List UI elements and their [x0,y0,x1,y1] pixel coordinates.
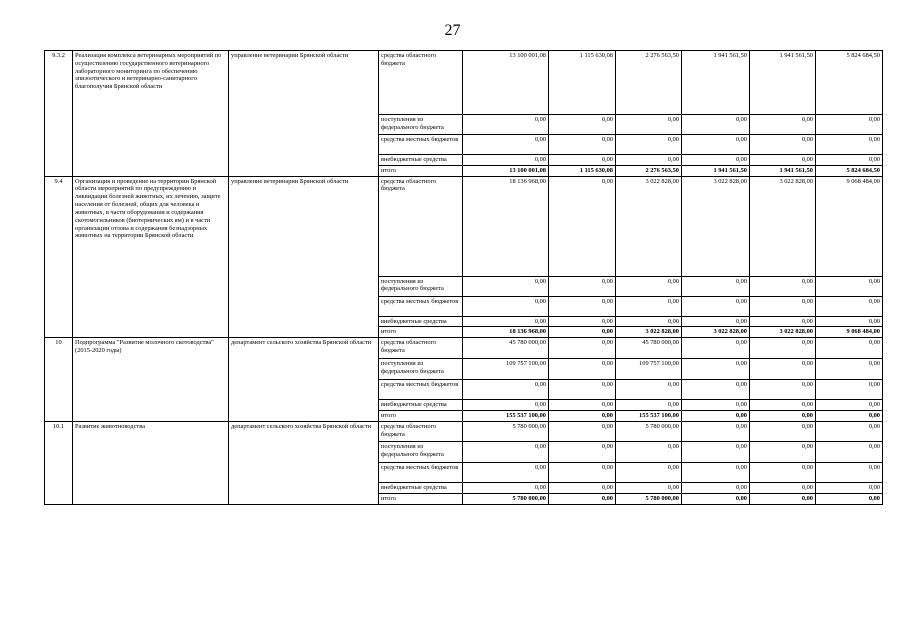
item-title: Реализация комплекса ветеринарных мероприятий по осуществлению государственного ветеринарного лабораторного мониторинга по обеспечению эпизоотического и ветеринарно-санитарного благополучия Брянской области [73,51,229,177]
amount-year: 9 068 484,00 [816,176,883,276]
amount-year: 0,00 [549,135,616,155]
amount-year: 0,00 [750,359,816,380]
amount-total: 155 537 100,00 [463,411,549,422]
amount-year: 0,00 [682,359,750,380]
amount-total: 13 100 001,08 [463,51,549,115]
amount-year: 0,00 [682,441,750,462]
amount-year: 5 780 000,00 [616,421,682,441]
amount-total: 0,00 [463,482,549,493]
source-total: итого [379,165,463,176]
item-title: Развитие животноводства [73,421,229,504]
amount-total: 45 780 000,00 [463,338,549,359]
source-total: итого [379,411,463,422]
amount-year: 1 941 561,50 [750,51,816,115]
source-local: средства местных бюджетов [379,296,463,316]
source-regional: средства областного бюджета [379,176,463,276]
amount-year: 3 022 828,00 [682,176,750,276]
amount-year: 0,00 [682,276,750,296]
amount-year: 0,00 [750,296,816,316]
amount-year: 0,00 [549,441,616,462]
item-code: 9.4 [45,176,73,338]
amount-year: 0,00 [616,441,682,462]
source-local: средства местных бюджетов [379,380,463,400]
amount-year: 0,00 [549,493,616,504]
amount-total: 0,00 [463,316,549,327]
amount-year: 0,00 [816,115,883,135]
amount-total: 109 757 100,00 [463,359,549,380]
amount-year: 5 824 684,50 [816,165,883,176]
amount-year: 1 941 561,50 [682,51,750,115]
amount-year: 0,00 [549,380,616,400]
amount-year: 0,00 [750,411,816,422]
amount-year: 0,00 [816,380,883,400]
table-row [45,51,883,115]
amount-year: 0,00 [682,493,750,504]
amount-year: 0,00 [816,482,883,493]
amount-year: 0,00 [682,155,750,166]
amount-year: 0,00 [750,338,816,359]
amount-year: 0,00 [750,441,816,462]
item-executor: департамент сельского хозяйства Брянской области [229,421,379,504]
amount-total: 0,00 [463,441,549,462]
source-regional: средства областного бюджета [379,51,463,115]
amount-year: 0,00 [682,462,750,482]
amount-year: 0,00 [682,482,750,493]
amount-year: 5 824 684,50 [816,51,883,115]
amount-year: 0,00 [750,421,816,441]
item-executor: управление ветеринарии Брянской области [229,176,379,338]
amount-year: 0,00 [616,135,682,155]
amount-year: 0,00 [816,296,883,316]
amount-year: 0,00 [816,400,883,411]
table-row [45,338,883,359]
amount-year: 0,00 [682,135,750,155]
amount-total: 0,00 [463,296,549,316]
source-extrabudgetary: внебюджетные средства [379,316,463,327]
amount-year: 0,00 [816,338,883,359]
item-code: 10.1 [45,421,73,504]
budget-table [44,50,883,505]
amount-year: 0,00 [682,380,750,400]
amount-total: 0,00 [463,115,549,135]
amount-year: 0,00 [616,276,682,296]
amount-year: 1 115 630,08 [549,165,616,176]
amount-year: 0,00 [549,176,616,276]
amount-year: 0,00 [750,316,816,327]
item-executor: управление ветеринарии Брянской области [229,51,379,177]
amount-year: 1 115 630,08 [549,51,616,115]
amount-total: 0,00 [463,276,549,296]
amount-year: 2 276 563,50 [616,51,682,115]
amount-year: 0,00 [549,338,616,359]
amount-year: 0,00 [549,400,616,411]
amount-year: 0,00 [750,462,816,482]
item-executor: департамент сельского хозяйства Брянской области [229,338,379,422]
amount-year: 0,00 [549,115,616,135]
amount-year: 45 780 000,00 [616,338,682,359]
amount-year: 0,00 [816,276,883,296]
amount-total: 18 136 968,00 [463,176,549,276]
amount-year: 109 757 100,00 [616,359,682,380]
item-title: Подпрограмма "Развитие молочного скотоводства" (2015-2020 годы) [73,338,229,422]
item-title: Организация и проведение на территории Брянской области мероприятий по предупреждению и ликвидации болезней животных, их лечению, защите населения от болезней, общих для человека и животных, в части оборудования и содержания скотомогильников (биотермических ям) и в части организации отлова и содержания безнадзорных животных на территории Брянской области [73,176,229,338]
source-regional: средства областного бюджета [379,338,463,359]
source-extrabudgetary: внебюджетные средства [379,155,463,166]
amount-total: 0,00 [463,380,549,400]
amount-year: 0,00 [750,155,816,166]
amount-total: 5 780 000,00 [463,421,549,441]
table-body [45,51,883,505]
table-row [45,176,883,276]
amount-year: 0,00 [616,380,682,400]
amount-year: 2 276 563,50 [616,165,682,176]
source-total: итого [379,327,463,338]
amount-total: 0,00 [463,462,549,482]
amount-total: 18 136 968,00 [463,327,549,338]
amount-year: 0,00 [816,421,883,441]
amount-year: 0,00 [816,493,883,504]
amount-year: 155 537 100,00 [616,411,682,422]
amount-year: 3 022 828,00 [616,176,682,276]
amount-year: 0,00 [682,400,750,411]
amount-year: 0,00 [682,296,750,316]
amount-year: 0,00 [816,135,883,155]
amount-total: 0,00 [463,155,549,166]
amount-year: 3 022 828,00 [750,176,816,276]
amount-year: 0,00 [750,135,816,155]
amount-year: 3 022 828,00 [750,327,816,338]
amount-year: 0,00 [750,380,816,400]
amount-year: 0,00 [549,421,616,441]
amount-year: 0,00 [616,400,682,411]
amount-year: 0,00 [682,411,750,422]
source-extrabudgetary: внебюджетные средства [379,400,463,411]
amount-year: 0,00 [816,316,883,327]
amount-year: 0,00 [616,115,682,135]
amount-year: 0,00 [616,482,682,493]
amount-year: 0,00 [816,462,883,482]
amount-year: 0,00 [682,316,750,327]
amount-year: 0,00 [549,316,616,327]
amount-year: 0,00 [750,276,816,296]
table-row [45,421,883,441]
amount-total: 13 100 001,08 [463,165,549,176]
source-local: средства местных бюджетов [379,135,463,155]
amount-year: 0,00 [750,115,816,135]
amount-year: 0,00 [682,115,750,135]
amount-year: 1 941 561,50 [682,165,750,176]
amount-year: 0,00 [616,296,682,316]
amount-year: 0,00 [750,482,816,493]
amount-year: 0,00 [816,411,883,422]
amount-year: 0,00 [549,155,616,166]
source-federal: поступления из федерального бюджета [379,441,463,462]
amount-year: 0,00 [549,462,616,482]
amount-year: 0,00 [616,316,682,327]
amount-year: 0,00 [816,359,883,380]
amount-year: 0,00 [816,441,883,462]
source-extrabudgetary: внебюджетные средства [379,482,463,493]
amount-total: 0,00 [463,400,549,411]
amount-year: 9 068 484,00 [816,327,883,338]
item-code: 9.3.2 [45,51,73,177]
amount-year: 3 022 828,00 [682,327,750,338]
amount-year: 3 022 828,00 [616,327,682,338]
amount-year: 5 780 000,00 [616,493,682,504]
amount-year: 1 941 561,50 [750,165,816,176]
amount-year: 0,00 [816,155,883,166]
amount-year: 0,00 [549,411,616,422]
source-total: итого [379,493,463,504]
item-code: 10 [45,338,73,422]
amount-total: 0,00 [463,135,549,155]
amount-year: 0,00 [750,400,816,411]
amount-year: 0,00 [549,296,616,316]
amount-year: 0,00 [616,155,682,166]
amount-year: 0,00 [616,462,682,482]
source-regional: средства областного бюджета [379,421,463,441]
source-federal: поступления из федерального бюджета [379,276,463,296]
amount-year: 0,00 [682,421,750,441]
amount-year: 0,00 [682,338,750,359]
amount-total: 5 780 000,00 [463,493,549,504]
source-federal: поступления из федерального бюджета [379,359,463,380]
source-local: средства местных бюджетов [379,462,463,482]
amount-year: 0,00 [750,493,816,504]
source-federal: поступления из федерального бюджета [379,115,463,135]
amount-year: 0,00 [549,359,616,380]
amount-year: 0,00 [549,327,616,338]
amount-year: 0,00 [549,276,616,296]
amount-year: 0,00 [549,482,616,493]
page-number: 27 [444,22,461,39]
